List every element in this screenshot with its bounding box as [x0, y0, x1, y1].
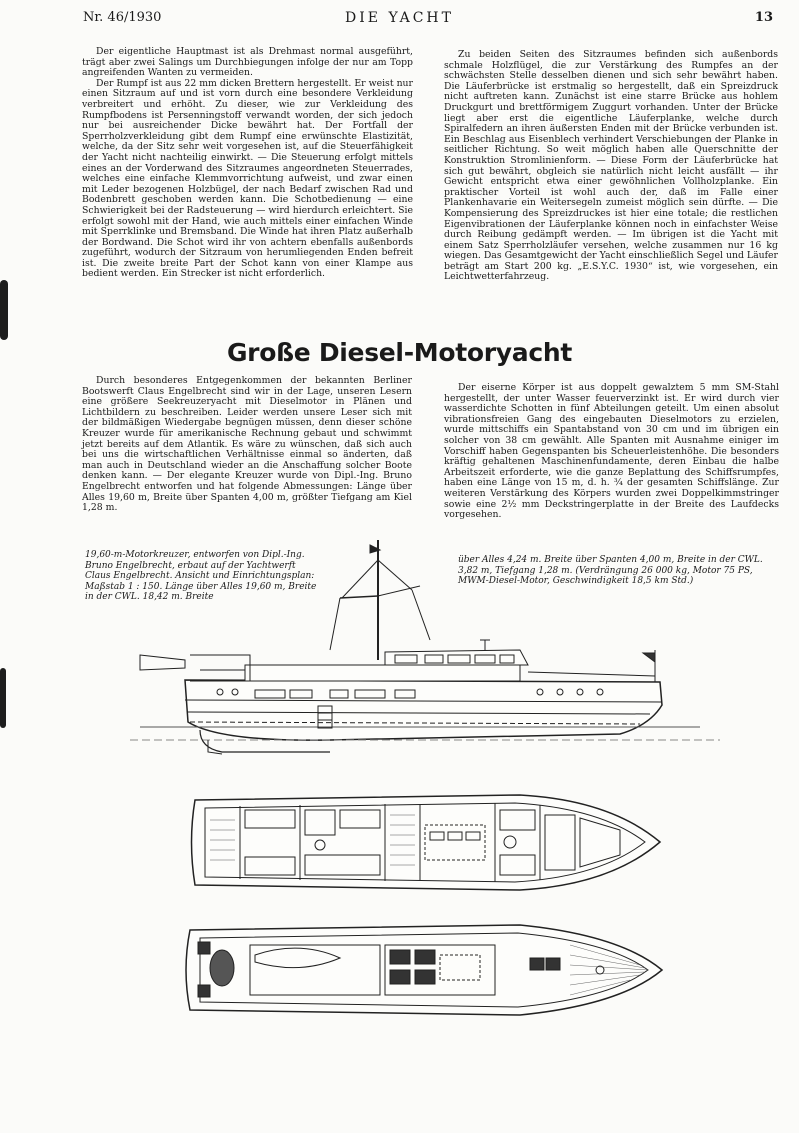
interior-plan-drawing [192, 795, 661, 890]
paragraph: Der Rumpf ist aus 22 mm dicken Brettern hergestellt. Er weist nur einen Sitzraum auf und ist vorn durch eine besondere Verkleidung verbreitert und erhöht. Zu dieser, wie zur Verkleidung des Rumpfbodens ist Persenningstoff verwandt worden, der sich jedoch nur bei ausreichender Dicke bewährt hat. Der Fortfall der Sperrholzverkleidung gibt dem Rumpf eine erwünschte Elastizität, welche, da der Sitz sehr weit vorgesehen ist, auf die Steuerfähigkeit der Yacht nicht nachteilig einwirkt. — Die Steuerung erfolgt mittels eines an der Vorderwand des Sitzraumes angeordneten Steuerrades, welches eine einfache Klemmvorrichtung aufweist, und zwar einen mit Leder bezogenen Holzbügel, der nach Bedarf zwischen Rad und Bodenbrett geschoben werden kann. Die Schotbedienung — eine Schwierigkeit bei der Radsteuerung — wird hierdurch erleichtert. Sie erfolgt sowohl mit der Hand, wie auch mittels einer einfachen Winde mit Sperrklinke und Bremsband. Die Winde hat ihren Platz außerhalb der Bordwand. Die Schot wird ihr von achtern ebenfalls außenbords zugeführt, wodurch der Sitzraum von herumliegenden Enden befreit ist. Die zweite breite Part der Schot kann von einer Klampe aus bedient werden. Ein Strecker ist nicht erforderlich. [82, 77, 413, 280]
paragraph: Der eiserne Körper ist aus doppelt gewalztem 5 mm SM-Stahl hergestellt, der unter Wasser feuerverzinkt ist. Er wird durch vier wasserdichte Schotten in fünf Abteilungen geteilt. Um einen absolut vibrationsfreien Gang des eingebauten Dieselmotors zu erzielen, wurde mittschiffs ein Spantabstand von 30 cm und im übrigen ein solcher von 38 cm gewählt. Alle Spanten mit Ausnahme einiger im Vorschiff haben Gegenspanten bis Scheuerleistenhöhe. Die besonders kräftig gehaltenen Maschinenfundamente, deren Einbau die halbe Arbeitszeit erforderte, wie die ganze Beplattung des Schiffsrumpfes, haben eine Länge von 15 m, d. h. ¾ der gesamten Schiffslänge. Zur weiteren Verstärkung des Körpers wurden zwei Doppelkimmstringer sowie eine 2½ mm Deckstringerplatte in der Breite des Laufdecks vorgesehen. [444, 382, 779, 521]
paragraph: Zu beiden Seiten des Sitzraumes befinden sich außenbords schmale Holzflügel, die zur Verstärkung des Rumpfes an der schwächsten Stelle desselben dienen und sich sehr bewährt haben. Die Läuferbrücke ist erstmalig so hergestellt, daß ein Spreizdruck nicht auftreten kann. Zunächst ist eine starre Brücke aus hohlem Druckgurt und brettförmigem Zuggurt vorhanden. Unter der Brücke liegt aber erst die eigentliche Läuferplanke, welche durch Spiralfedern an ihren äußersten Enden mit der Brücke verbunden ist. Ein Beschlag aus Eisenblech verhindert Verschiebungen der Planke in seitlicher Richtung. So weit möglich haben alle Querschnitte der Konstruktion Stromlinienform. — Diese Form der Läuferbrücke hat sich gut bewährt, obgleich sie natürlich nicht leicht ausfällt — ihr Gewicht entspricht etwa einer gewöhnlichen Vollholzplanke. Ein praktischer Vorteil ist wohl auch der, daß im Falle einer Plankenhavarie ein Weitersegeln zumeist möglich sein dürfte. — Die Kompensierung des Spreizdruckes ist hier eine totale; die restlichen Eigenvibrationen der Läuferplanke können noch in einfachster Weise durch Reibung gedämpft werden. — Im übrigen ist die Yacht mit einem Satz Sperrholzläufer versehen, welche zusammen nur 16 kg wiegen. Das Gesamtgewicht der Yacht einschließlich Segel und Läufer beträgt am Start 200 kg. „E.S.Y.C. 1930“ ist, wie vorgesehen, ein Leichtwetterfahrzeug. [444, 49, 778, 283]
paragraph: Der eigentliche Hauptmast ist als Drehmast normal ausgeführt, trägt aber zwei Salings um Durchbiegungen infolge der nur am Topp angreifenden Wanten zu vermeiden. [82, 46, 413, 79]
paragraph: Durch besonderes Entgegenkommen der bekannten Berliner Bootswerft Claus Engelbrecht sind wir in der Lage, unseren Lesern eine größere Seekreuzeryacht mit Dieselmotor in Plänen und Lichtbildern zu beschreiben. Leider werden unsere Leser sich mit der bildmäßigen Wiedergabe begnügen müssen, denn dieser schöne Kreuzer wurde für amerikanische Rechnung gebaut und schwimmt jetzt bereits auf dem Atlantik. Es wäre zu wünschen, daß sich auch bei uns die wirtschaftlichen Verhältnisse einmal so änderten, daß man auch in Deutschland wieder an die Anschaffung solcher Boote denken kann. — Der elegante Kreuzer wurde von Dipl.-Ing. Bruno Engelbrecht entworfen und hat folgende Abmessungen: Länge über Alles 19,60 m, Breite über Spanten 4,00 m, größter Tiefgang am Kiel 1,28 m. [82, 375, 412, 514]
article-title: Große Diesel-Motoryacht [226, 338, 573, 367]
deck-plan-drawing [186, 925, 662, 1015]
figure-caption-right: über Alles 4,24 m. Breite über Spanten 4,00 m, Breite in der CWL. 3,82 m, Tiefgang 1,28 m. (Verdrängung 26 000 kg, Motor 75 PS, MWM-Diesel-Motor, Geschwindigkeit 18,5 km Std.) [458, 555, 763, 587]
side-elevation-drawing [130, 540, 720, 754]
page-number: 13 [754, 10, 773, 25]
figure-caption-left: 19,60-m-Motorkreuzer, entworfen von Dipl.-Ing. Bruno Engelbrecht, erbaut auf der Yachtwerft Claus Engelbrecht. Ansicht und Einrichtungsplan: Maßstab 1 : 150. Länge über Alles 19,60 m, Breite in der CWL. 18,42 m. Breite [85, 550, 317, 603]
issue-number: Nr. 46/1930 [83, 10, 162, 25]
magazine-title: DIE YACHT [345, 10, 454, 26]
